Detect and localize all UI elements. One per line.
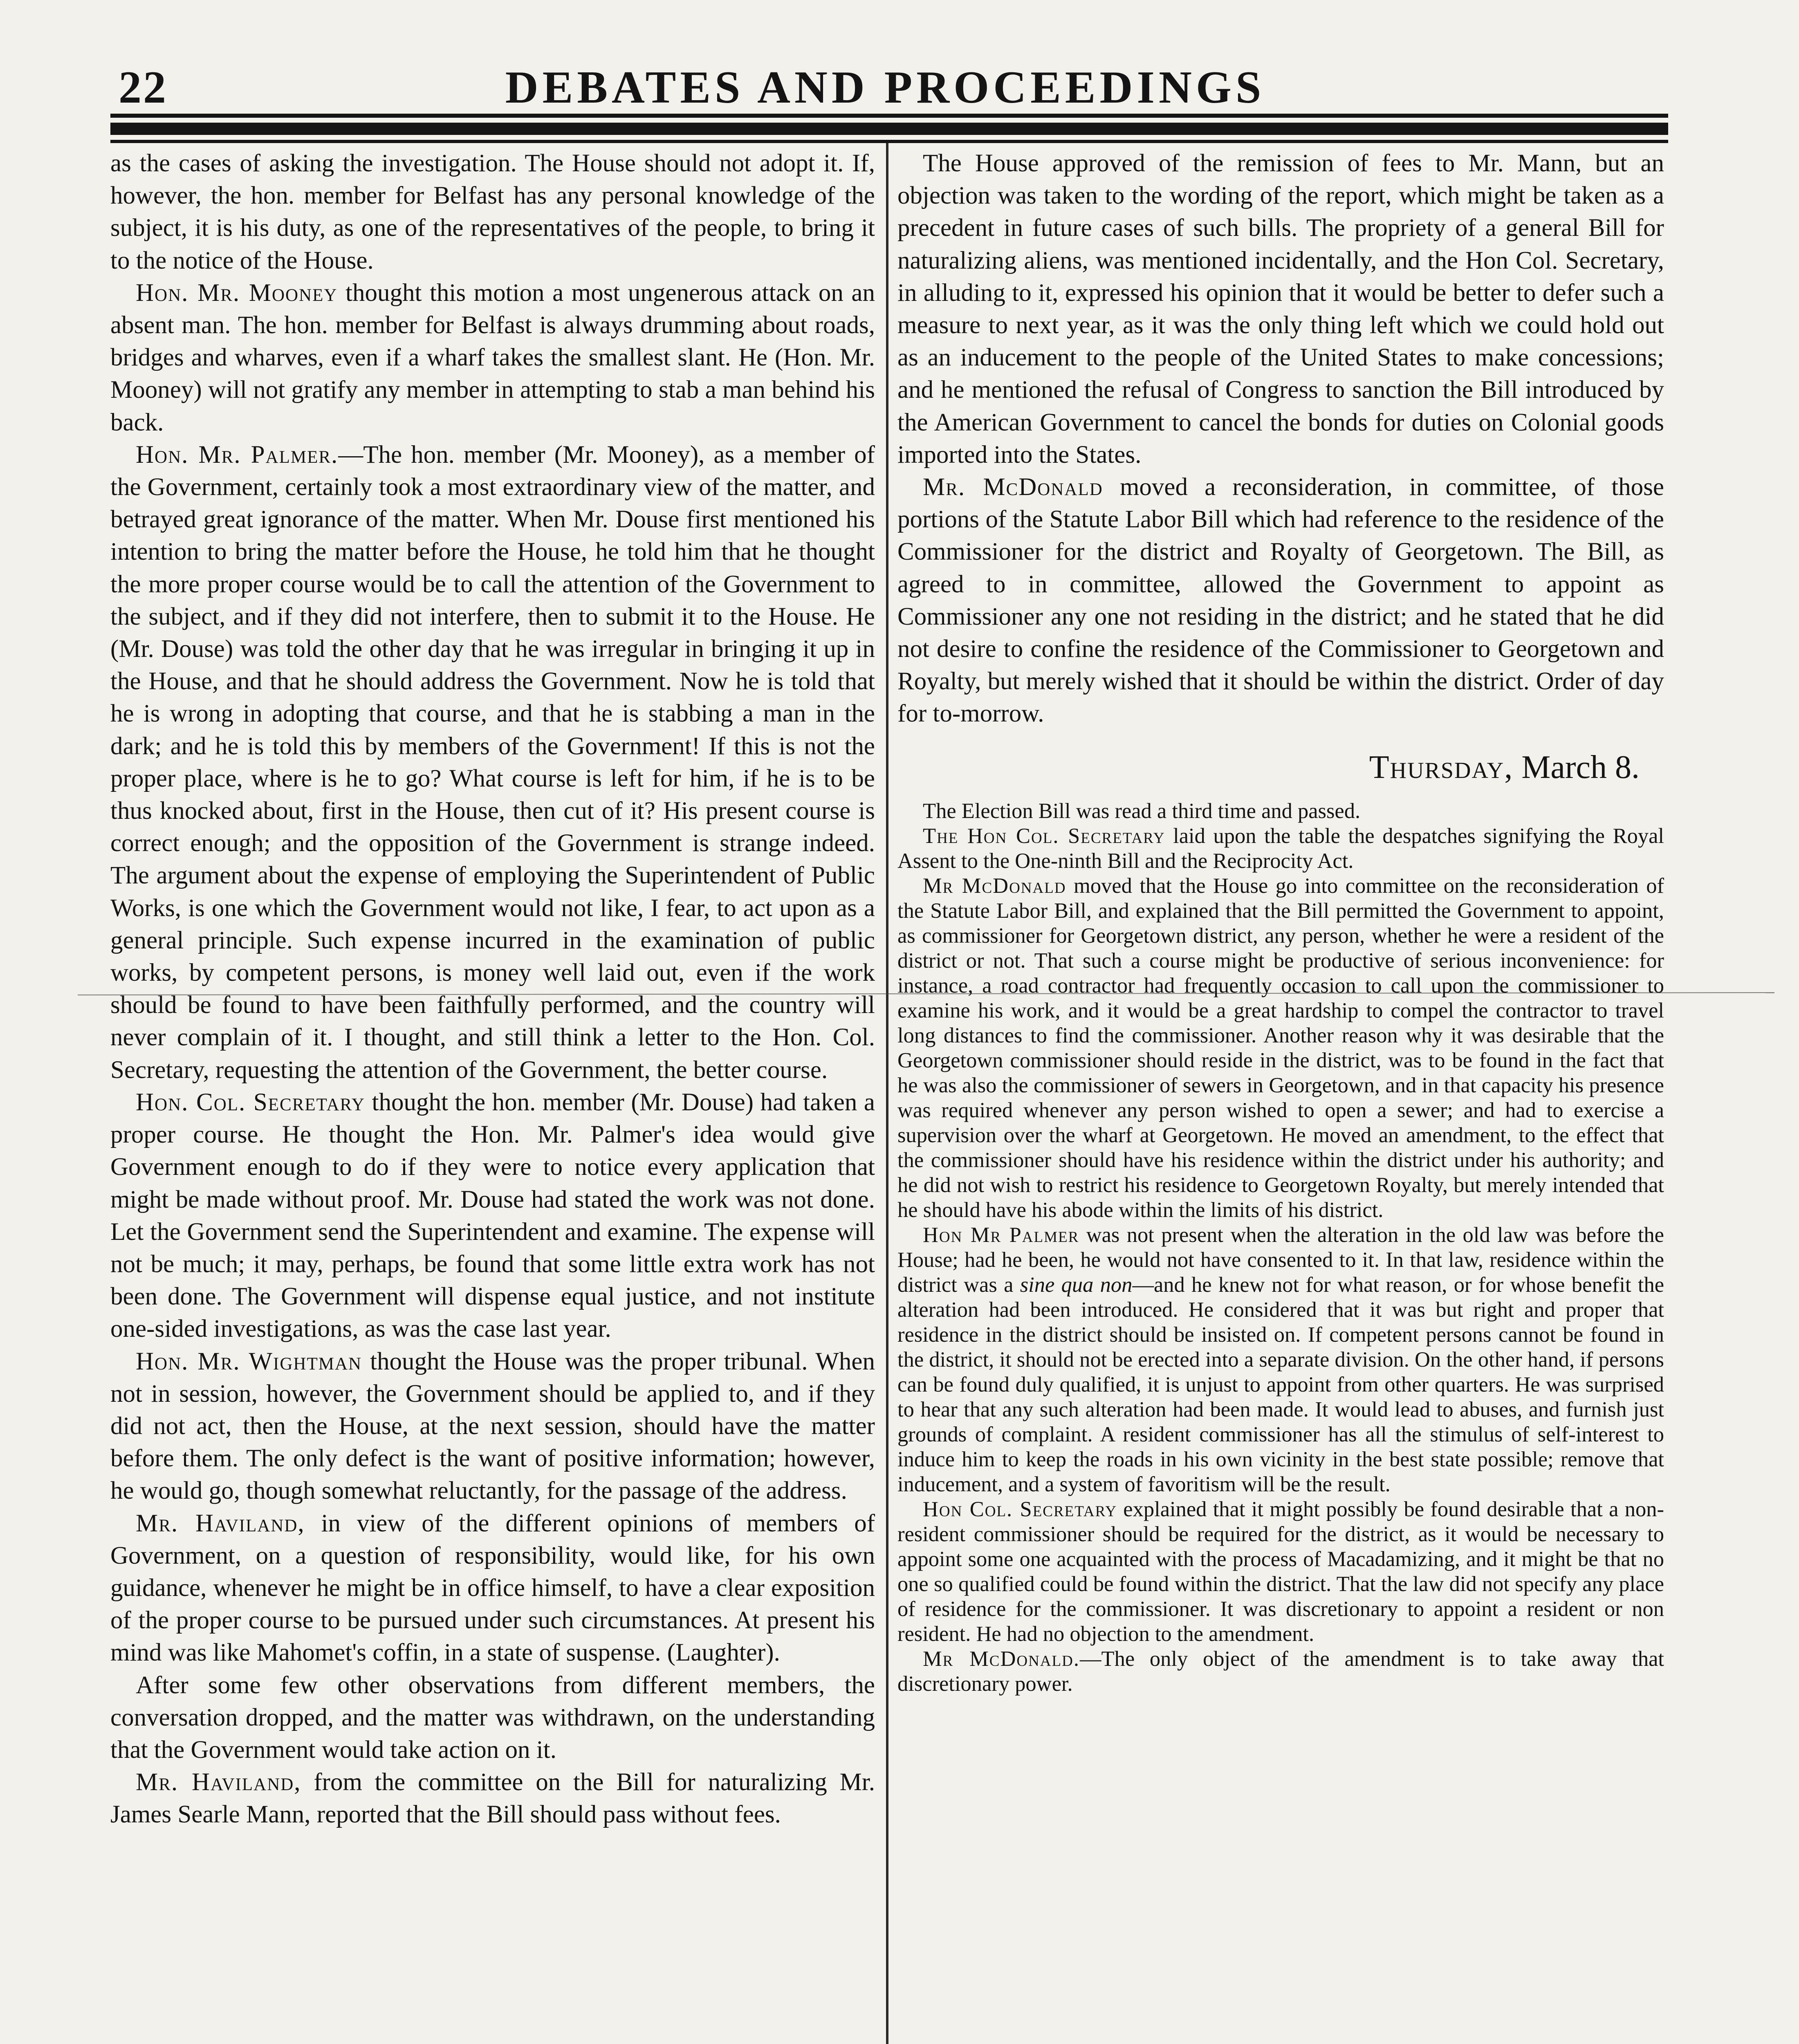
paragraph <box>897 471 1664 730</box>
paragraph <box>897 147 1664 471</box>
speaker-name: Hon. Mr. Wightman <box>136 1347 362 1375</box>
paragraph-text: moved that the House go into committee on the reconsideration of the Statute Labor Bill, and explained that the Bill permitted the Government to appoint, as commissioner for Georgetown district, any person, whether he were a resident of the district or not. That such a course might be productive of serious inconvenience: for instance, a road contractor had frequently occasion to call upon the commissioner to examine his work, and it would be a great hardship to compel the contractor to travel long distances to find the commissioner. Another reason why it was desirable that the Georgetown commissioner should reside in the district, was to be found in the fact that he was also the commissioner of sewers in Georgetown, and in that capacity his presence was required whenever any person wished to open a sewer; and had to exercise a supervision over the wharf at Georgetown. He moved an amendment, to the effect that the commissioner should have his residence within the district under his authority; and he did not wish to restrict his residence to Georgetown Royalty, but merely intended that he should have his abode within the limits of his district. <box>897 874 1664 1222</box>
paragraph <box>110 1345 875 1507</box>
latin-phrase: sine qua non <box>1020 1273 1133 1297</box>
paragraph-text: thought this motion a most ungenerous attack on an absent man. The hon. member for Belfast is always drumming about roads, bridges and wharves, even if a wharf takes the smallest slant. He (Hon. Mr. Mooney) will not gratify any member in attempting to stab a man behind his back. <box>110 279 875 436</box>
paragraph-text: as the cases of asking the investigation. The House should not adopt it. If, however, the hon. member for Belfast has any personal knowledge of the subject, it is his duty, as one of the representatives of the people, to bring it to the notice of the House. <box>110 150 875 274</box>
paragraph-text: was not present when the alteration in the old law was before the House; had he been, he would not have consented to it. In that law, residence within the district was a <box>897 1223 1664 1297</box>
paragraph-text: from the committee on the Bill for naturalizing Mr. James Searle Mann, reported that the Bill should pass without fees. <box>110 1768 875 1829</box>
paragraph <box>897 799 1664 824</box>
paragraph-text: moved a reconsideration, in committee, of those portions of the Statute Labor Bill which had reference to the residence of the Commissioner for the district and Royalty of Georgetown. The Bill, as agreed to in committee, allowed the Government to appoint as Commissioner any one not residing in the district; and he stated that he did not desire to confine the residence of the Commissioner to Georgetown and Royalty, but merely wished that it should be within the district. Order of day for to-morrow. <box>897 473 1664 728</box>
paragraph-text: laid upon the table the despatches signifying the Royal Assent to the One-ninth Bill and the Reciprocity Act. <box>897 824 1664 873</box>
speaker-name: Hon. Mr. Mooney <box>136 279 338 307</box>
paragraph <box>897 874 1664 1223</box>
right-column <box>897 147 1664 2044</box>
paragraph-text: —The hon. member (Mr. Mooney), as a member of the Government, certainly took a most extraordinary view of the matter, and betrayed great ignorance of the matter. When Mr. Douse first mentioned his intention to bring the matter before the House, he told him that he thought the more proper course would be to call the attention of the Government to the subject, and if they did not interfere, then to submit it to the House. He (Mr. Douse) was told the other day that he was irregular in bringing it up in the House, and that he should address the Government. Now he is told that he is wrong in adopting that course, and that he is stabbing a man in the dark; and he is told this by members of the Government! If this is not the proper place, where is he to go? What course is left for him, if he is to be thus knocked about, first in the House, then cut of it? His present course is correct enough; and the opposition of the Government is strange indeed. The argument about the expense of employing the Superintendent of Public Works, is one which the Government would not like, I fear, to act upon as a general principle. Such expense incurred in the examination of public works, by competent persons, is money well laid out, even if the work should be found to have been faithfully performed, and the country will never complain of it. I thought, and still think a letter to the Hon. Col. Secretary, requesting the attention of the Government, the better course. <box>110 441 875 1084</box>
speaker-name: Mr. Haviland, <box>136 1509 305 1537</box>
paragraph-text: in view of the different opinions of members of Government, on a question of responsibility, would like, for his own guidance, whenever he might be in office himself, to have a clear exposition of the proper course to be pursued under such circumstances. At present his mind was like Mahomet's coffin, in a state of suspense. (Laughter). <box>110 1509 875 1667</box>
paragraph <box>110 439 875 1086</box>
paragraph <box>897 1223 1664 1497</box>
paragraph-text: explained that it might possibly be found desirable that a non-resident commissioner should be required for the district, as it would be necessary to appoint some one acquainted with the process of Macadamizing, and it might be that no one so qualified could be found within the district. That the law did not specify any place of residence for the commissioner. It was discretionary to appoint a resident or non resident. He had no objection to the amendment. <box>897 1497 1664 1646</box>
speaker-name: Mr. McDonald <box>923 473 1103 501</box>
running-title: DEBATES AND PROCEEDINGS <box>505 62 1265 113</box>
paragraph <box>110 277 875 439</box>
page-number: 22 <box>119 62 168 113</box>
paragraph <box>897 1647 1664 1697</box>
paragraph-text: —and he knew not for what reason, or for whose benefit the alteration had been introduced. He considered that it was but right and proper that residence in the district should be insisted on. If competent persons cannot be found in the district, it should not be erected into a separate division. On the other hand, if persons can be found duly qualified, it is unjust to appoint from other quarters. He was surprised to hear that any such alteration had been made. It would lead to abuses, and furnish just grounds of complaint. A resident commissioner has all the stimulus of self-interest to induce him to keep the roads in his own vicinity in the best state possible; remove that inducement, and a system of favoritism will be the result. <box>897 1273 1664 1496</box>
paragraph <box>110 1086 875 1345</box>
paragraph <box>110 1766 875 1831</box>
paragraph <box>897 824 1664 874</box>
dateline-date: March 8. <box>1513 749 1640 785</box>
paragraph <box>110 1507 875 1669</box>
left-column <box>110 147 875 2044</box>
speaker-name: Hon. Col. Secretary <box>136 1088 365 1116</box>
paragraph <box>110 1669 875 1766</box>
dateline-day: Thursday, <box>1369 749 1514 785</box>
header-rule-thick <box>110 123 1668 135</box>
speaker-name: Mr McDonald. <box>923 1647 1080 1671</box>
speaker-name: Hon Mr Palmer <box>923 1223 1079 1247</box>
page-header <box>102 53 1668 114</box>
paragraph <box>897 1497 1664 1647</box>
header-rule-thin-bottom <box>110 140 1668 143</box>
paragraph-text: The Election Bill was read a third time and passed. <box>923 799 1361 823</box>
paragraph-text: thought the hon. member (Mr. Douse) had taken a proper course. He thought the Hon. Mr. Palmer's idea would give Government enough to do if they were to notice every application that might be made without proof. Mr. Douse had stated the work was not done. Let the Government send the Superintendent and examine. The expense will not be much; it may, perhaps, be found that some little extra work has not been done. The Government will dispense equal justice, and not institute one-sided investigations, as was the case last year. <box>110 1088 875 1343</box>
paragraph-text: thought the House was the proper tribunal. When not in session, however, the Government should be applied to, and if they did not act, then the House, at the next session, should have the matter before them. The only defect is the want of positive information; however, he would go, though somewhat reluctantly, for the passage of the address. <box>110 1347 875 1505</box>
paragraph-text: —The only object of the amendment is to take away that discretionary power. <box>897 1647 1664 1696</box>
speaker-name: The Hon Col. Secretary <box>923 824 1165 848</box>
paragraph-text: After some few other observations from different members, the conversation dropped, and the matter was withdrawn, on the understanding that the Government would take action on it. <box>110 1671 875 1764</box>
speaker-name: Hon. Mr. Palmer. <box>136 441 339 468</box>
speaker-name: Mr McDonald <box>923 874 1066 898</box>
session-dateline <box>897 745 1640 790</box>
paragraph-text: The House approved of the remission of fees to Mr. Mann, but an objection was taken to the wording of the report, which might be taken as a precedent in future cases of such bills. The propriety of a general Bill for naturalizing aliens, was mentioned incidentally, and the Hon Col. Secretary, in alluding to it, expressed his opinion that it would be better to defer such a measure to next year, as it was the only thing left which we could hold out as an inducement to the people of the United States to make concessions; and he mentioned the refusal of Congress to sanction the Bill introduced by the American Government to cancel the bonds for duties on Colonial goods imported into the States. <box>897 150 1664 468</box>
speaker-name: Hon Col. Secretary <box>923 1497 1117 1521</box>
column-divider <box>886 143 888 2044</box>
speaker-name: Mr. Haviland, <box>136 1768 301 1796</box>
paragraph <box>110 147 875 277</box>
header-rule-thin-top <box>110 114 1668 118</box>
